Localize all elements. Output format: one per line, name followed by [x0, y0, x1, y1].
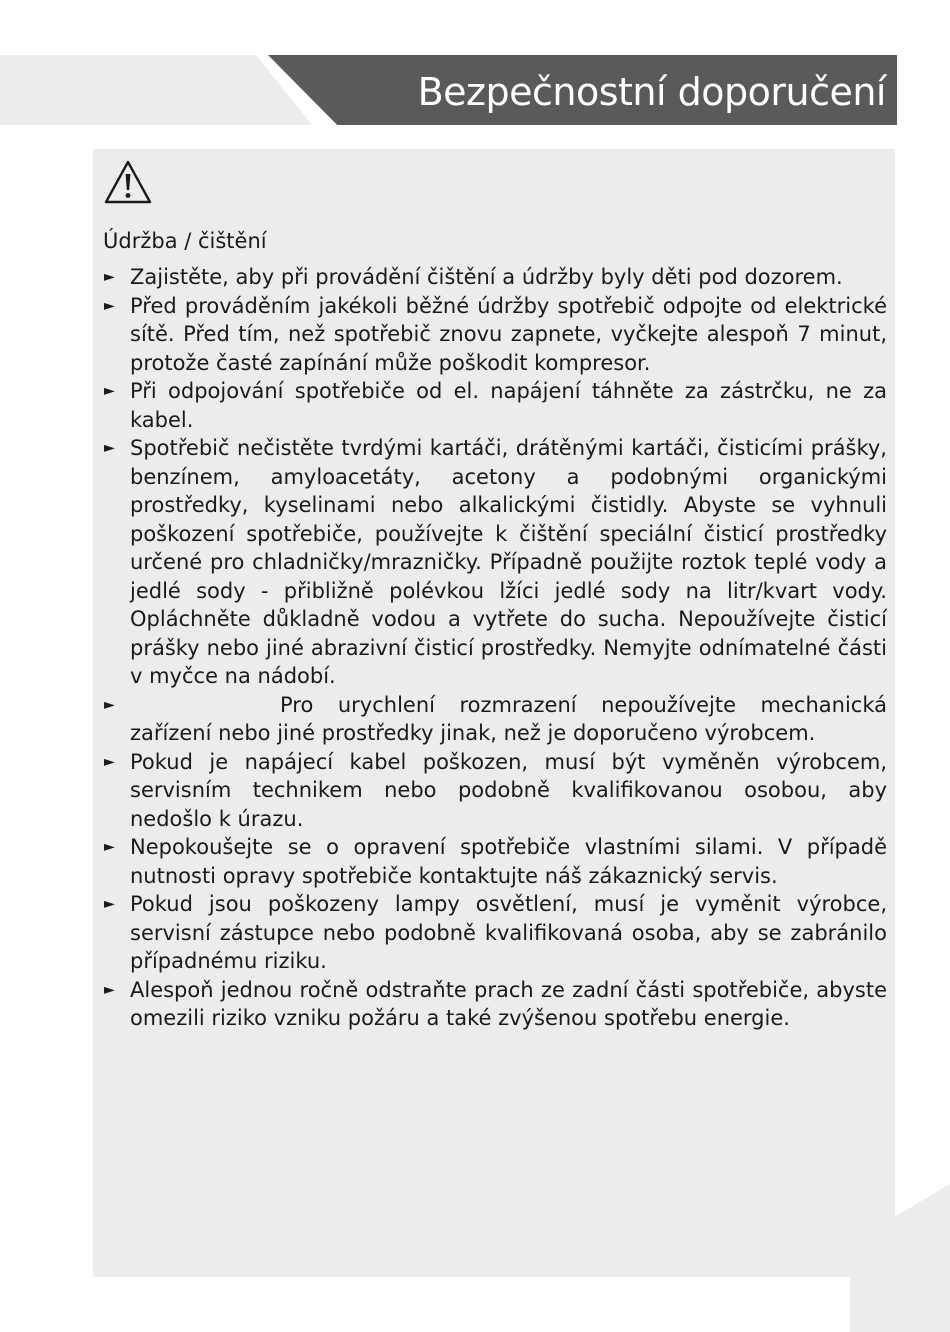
list-item — [101, 263, 887, 292]
list-item — [101, 890, 887, 976]
list-item-text: Pokud jsou poškozeny lampy osvětlení, musí je vyměnit výrobce, servisní zástupce nebo podobně kvalifikovaná osoba, aby se zabránilo případnému riziku. — [130, 892, 887, 973]
list-item — [101, 377, 887, 434]
bullet-icon: ► — [104, 839, 115, 855]
page-title: Bezpečnostní doporučení — [417, 70, 886, 114]
list-item — [101, 292, 887, 378]
list-item — [101, 976, 887, 1033]
list-item-text: Zajistěte, aby při provádění čištění a údržby byly děti pod dozorem. — [130, 265, 843, 289]
list-item-text: Pokud je napájecí kabel poškozen, musí být vyměněn výrobcem, servisním technikem nebo podobně kvalifikovanou osobou, aby nedošlo k úrazu. — [130, 749, 887, 831]
list-item — [101, 691, 887, 748]
list-item — [101, 434, 887, 691]
bullet-icon: ► — [104, 440, 115, 456]
bullet-icon: ► — [104, 269, 115, 285]
bullet-icon: ► — [104, 696, 115, 713]
bullet-icon: ► — [104, 297, 115, 314]
warning-triangle-icon — [103, 159, 153, 205]
bullet-icon: ► — [104, 753, 115, 770]
list-item — [101, 748, 887, 834]
list-item — [101, 833, 887, 890]
list-item-text: Při odpojování spotřebiče od el. napájení táhněte za zástrčku, ne za kabel. — [130, 379, 887, 432]
section-title: Údržba / čištění — [103, 229, 267, 253]
bullet-icon: ► — [104, 896, 115, 912]
list-item-text: Před prováděním jakékoli běžné údržby spotřebič odpojte od elektrické sítě. Před tím, než spotřebič znovu zapnete, vyčkejte alespoň 7 minut, protože časté zapínání může poškodit kompresor. — [130, 293, 887, 375]
bullet-icon: ► — [104, 981, 115, 998]
list-item-text: Pro urychlení rozmrazení nepoužívejte mechanická zařízení nebo jiné prostředky jinak, než je doporučeno výrobcem. — [130, 692, 887, 745]
list-item-text: Alespoň jednou ročně odstraňte prach ze zadní části spotřebiče, abyste omezili riziko vzniku požáru a také zvýšenou spotřebu energie. — [130, 977, 887, 1030]
safety-list — [101, 263, 887, 1033]
content-box — [93, 149, 895, 1277]
bullet-icon: ► — [104, 383, 115, 399]
list-item-text: Spotřebič nečistěte tvrdými kartáči, drátěnými kartáči, čisticími prášky, benzínem, amyloacetáty, acetony a podobnými organickými prostředky, kyselinami nebo alkalickými čistidly. Abyste se vyhnuli poškození spotřebiče, používejte k čištění speciální čisticí prostředky určené pro chladničky/mrazničky. Případně použijte roztok teplé vody a jedlé sody - přibližně polévkou lžíci jedlé sody na litr/kvart vody. Opláchněte důkladně vodou a vytřete do sucha. Nepoužívejte čisticí prášky nebo jiné abrazivní čisticí prostředky. Nemyjte odnímatelné části v myčce na nádobí. — [130, 436, 887, 688]
header-tab-left — [0, 55, 312, 125]
list-item-text: Nepokoušejte se o opravení spotřebiče vlastními silami. V případě nutnosti opravy spotřebiče kontaktujte náš zákaznický servis. — [130, 835, 887, 888]
